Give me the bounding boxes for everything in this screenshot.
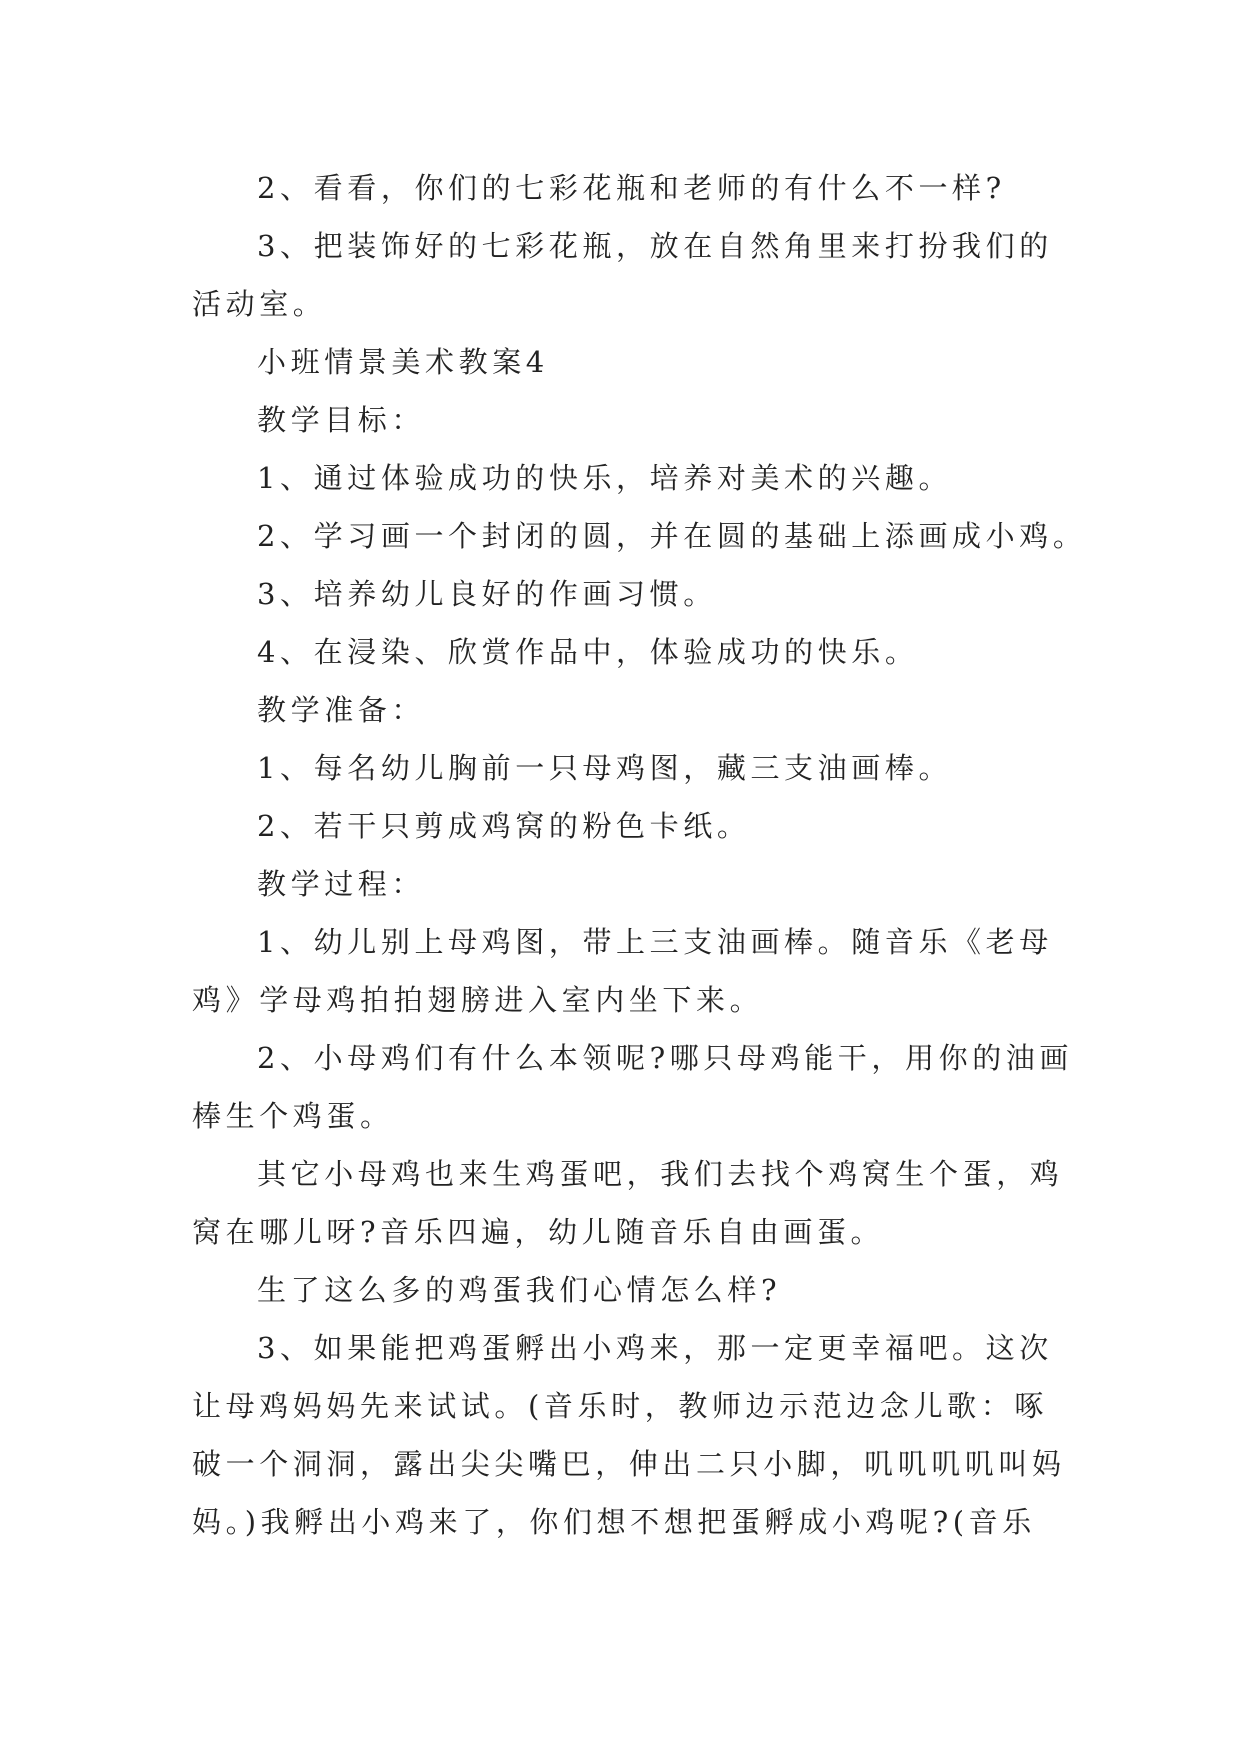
paragraph-line: 1、每名幼儿胸前一只母鸡图，藏三支油画棒。 [257, 751, 953, 785]
paragraph-line: 窝在哪儿呀?音乐四遍，幼儿随音乐自由画蛋。 [192, 1215, 885, 1249]
paragraph-line: 让母鸡妈妈先来试试。(音乐时，教师边示范边念儿歌：啄 [192, 1389, 1048, 1423]
paragraph-line: 破一个洞洞，露出尖尖嘴巴，伸出二只小脚，叽叽叽叽叫妈 [192, 1447, 1066, 1481]
paragraph-line: 4、在浸染、欣赏作品中，体验成功的快乐。 [257, 635, 919, 669]
paragraph-line: 2、学习画一个封闭的圆，并在圆的基础上添画成小鸡。 [257, 519, 1087, 553]
paragraph-line: 2、若干只剪成鸡窝的粉色卡纸。 [257, 809, 751, 843]
paragraph-line: 1、幼儿别上母鸡图，带上三支油画棒。随音乐《老母 [257, 925, 1053, 959]
section-title: 小班情景美术教案4 [257, 345, 549, 379]
paragraph-line: 3、培养幼儿良好的作画习惯。 [257, 577, 717, 611]
paragraph-line: 其它小母鸡也来生鸡蛋吧，我们去找个鸡窝生个蛋，鸡 [257, 1157, 1064, 1191]
paragraph-line: 生了这么多的鸡蛋我们心情怎么样? [257, 1273, 782, 1307]
section-heading: 教学准备： [257, 693, 426, 727]
paragraph-line: 妈。)我孵出小鸡来了，你们想不想把蛋孵成小鸡呢?(音乐 [192, 1505, 1036, 1539]
paragraph-line: 2、小母鸡们有什么本领呢?哪只母鸡能干，用你的油画 [257, 1041, 1073, 1075]
paragraph-line: 3、把装饰好的七彩花瓶，放在自然角里来打扮我们的 [257, 229, 1053, 263]
paragraph-line: 鸡》学母鸡拍拍翅膀进入室内坐下来。 [192, 983, 764, 1017]
paragraph-line: 棒生个鸡蛋。 [192, 1099, 394, 1133]
paragraph-line: 3、如果能把鸡蛋孵出小鸡来，那一定更幸福吧。这次 [257, 1331, 1053, 1365]
section-heading: 教学目标： [257, 403, 426, 437]
section-heading: 教学过程： [257, 867, 426, 901]
paragraph-line: 活动室。 [192, 287, 327, 321]
paragraph-line: 2、看看，你们的七彩花瓶和老师的有什么不一样? [257, 171, 1006, 205]
paragraph-line: 1、通过体验成功的快乐，培养对美术的兴趣。 [257, 461, 953, 495]
